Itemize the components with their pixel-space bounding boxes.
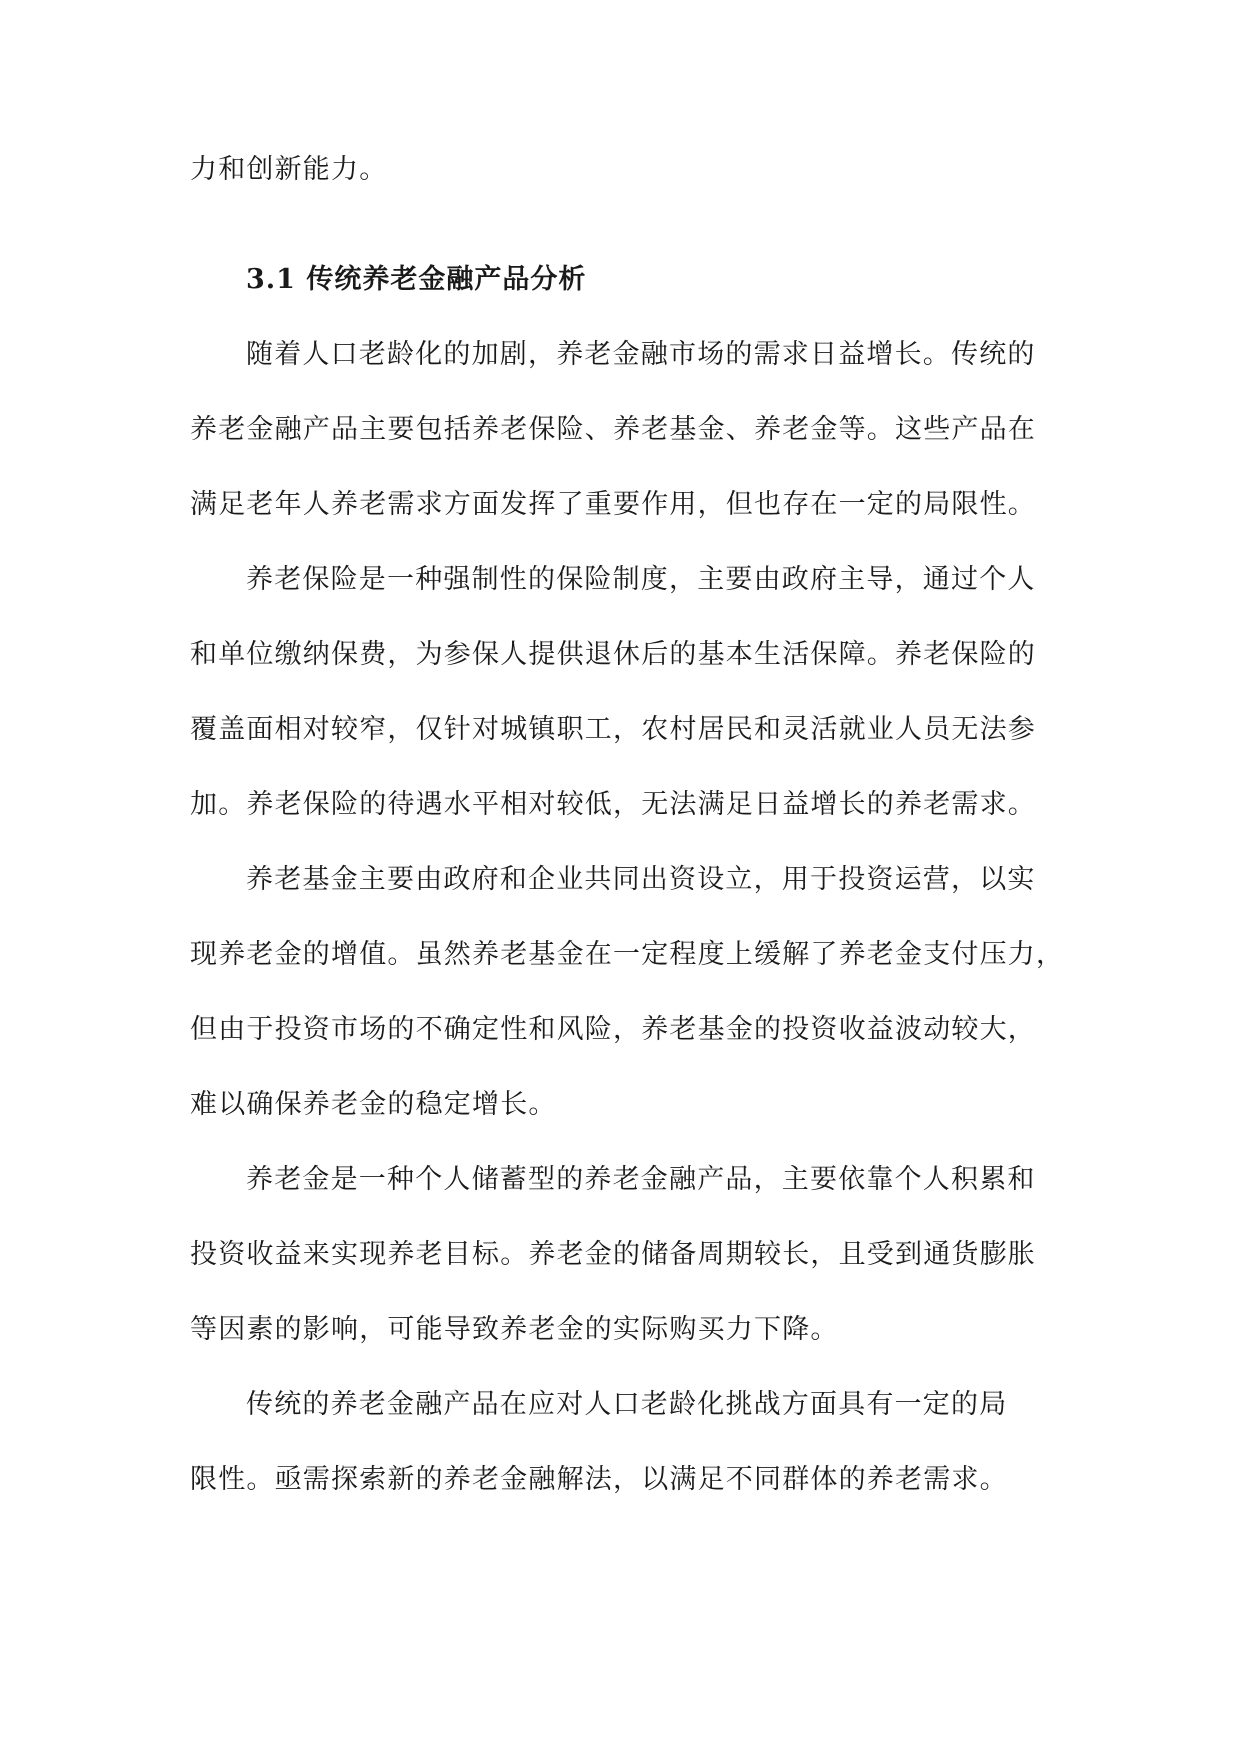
paragraph-2-line-1: 养老保险是一种强制性的保险制度，主要由政府主导，通过个人 — [246, 564, 1036, 595]
paragraph-continuation-line: 力和创新能力。 — [190, 154, 388, 185]
paragraph-3-line-2: 现养老金的增值。虽然养老基金在一定程度上缓解了养老金支付压力， — [190, 939, 1065, 970]
paragraph-4-line-1: 养老金是一种个人储蓄型的养老金融产品，主要依靠个人积累和 — [246, 1164, 1036, 1195]
paragraph-4-line-2: 投资收益来实现养老目标。养老金的储备周期较长，且受到通货膨胀 — [190, 1239, 1036, 1270]
paragraph-1-line-3: 满足老年人养老需求方面发挥了重要作用，但也存在一定的局限性。 — [190, 489, 1036, 520]
paragraph-1-line-2: 养老金融产品主要包括养老保险、养老基金、养老金等。这些产品在 — [190, 414, 1036, 445]
paragraph-2-line-2: 和单位缴纳保费，为参保人提供退休后的基本生活保障。养老保险的 — [190, 639, 1036, 670]
paragraph-1-line-1: 随着人口老龄化的加剧，养老金融市场的需求日益增长。传统的 — [246, 339, 1036, 370]
paragraph-5-line-2: 限性。亟需探索新的养老金融解法，以满足不同群体的养老需求。 — [190, 1464, 1008, 1495]
paragraph-3-line-4: 难以确保养老金的稳定增长。 — [190, 1089, 557, 1120]
paragraph-2-line-4: 加。养老保险的待遇水平相对较低，无法满足日益增长的养老需求。 — [190, 789, 1036, 820]
paragraph-5-line-1: 传统的养老金融产品在应对人口老龄化挑战方面具有一定的局 — [246, 1389, 1008, 1420]
paragraph-2-line-3: 覆盖面相对较窄，仅针对城镇职工，农村居民和灵活就业人员无法参 — [190, 714, 1036, 745]
paragraph-3-line-1: 养老基金主要由政府和企业共同出资设立，用于投资运营，以实 — [246, 864, 1036, 895]
paragraph-3-line-3: 但由于投资市场的不确定性和风险，养老基金的投资收益波动较大， — [190, 1014, 1036, 1045]
section-heading: 3.1 传统养老金融产品分析 — [246, 264, 587, 295]
paragraph-4-line-3: 等因素的影响，可能导致养老金的实际购买力下降。 — [190, 1314, 839, 1345]
